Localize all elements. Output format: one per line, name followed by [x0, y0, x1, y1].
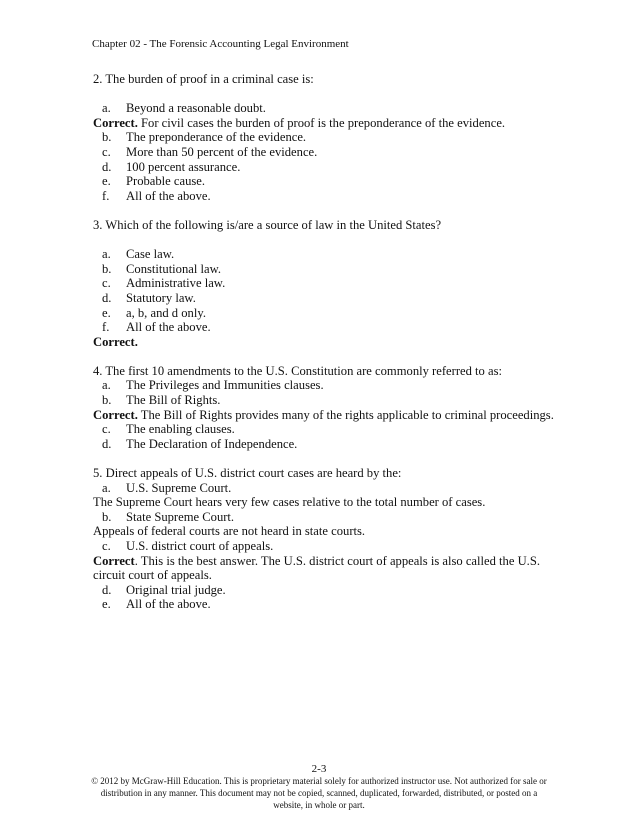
- answer-option: b. The Bill of Rights.: [102, 393, 221, 408]
- answer-option: a. Case law.: [102, 247, 175, 262]
- question-stem: 4. The first 10 amendments to the U.S. Constitution are commonly referred to as:: [93, 363, 502, 378]
- answer-option: a. U.S. Supreme Court.: [102, 480, 232, 495]
- answer-feedback: Appeals of federal courts are not heard in state courts.: [93, 524, 366, 539]
- answer-feedback: [93, 335, 563, 350]
- answer-option: b. The preponderance of the evidence.: [102, 130, 307, 145]
- answer-option: e. a, b, and d only.: [102, 305, 206, 320]
- answer-option: c. Administrative law.: [102, 276, 226, 291]
- answer-feedback: Correct. For civil cases the burden of proof is the preponderance of the evidence.: [93, 115, 506, 130]
- correct-label: Correct.: [93, 334, 138, 349]
- question-2: [93, 72, 563, 203]
- answer-option: d. The Declaration of Independence.: [102, 436, 298, 451]
- question-4: [93, 364, 563, 452]
- answer-option: d. Statutory law.: [102, 290, 196, 305]
- question-list: [93, 72, 563, 612]
- correct-label: Correct.: [93, 407, 138, 422]
- answer-option: d. 100 percent assurance.: [102, 159, 241, 174]
- answer-option: c. More than 50 percent of the evidence.: [102, 144, 318, 159]
- answer-feedback: Correct. This is the best answer. The U.S. district court of appeals is also called the U.S. circuit court of appeals.: [93, 553, 540, 583]
- correct-label: Correct.: [93, 115, 138, 130]
- question-stem: 5. Direct appeals of U.S. district court cases are heard by the:: [93, 466, 402, 481]
- question-stem: 2. The burden of proof in a criminal case is:: [93, 72, 314, 86]
- answer-option: b. Constitutional law.: [102, 261, 222, 276]
- answer-option: f. All of the above.: [102, 320, 211, 335]
- answer-option: c. U.S. district court of appeals.: [102, 539, 274, 553]
- answer-option: e. All of the above.: [102, 597, 211, 612]
- answer-option: b. State Supreme Court.: [102, 509, 235, 524]
- copyright-notice: © 2012 by McGraw-Hill Education. This is proprietary material solely for authorized instructor use. Not authorized for sale or distribution in any manner. This document may not be copied, scanned, duplicated, forwarded, distributed, or posted on a website, in whole or part.: [91, 776, 547, 810]
- answer-feedback: Correct. The Bill of Rights provides many of the rights applicable to criminal proceedings.: [93, 407, 554, 422]
- answer-option: e. Probable cause.: [102, 174, 206, 189]
- answer-option: a. The Privileges and Immunities clauses.: [102, 378, 324, 393]
- answer-option: c. The enabling clauses.: [102, 422, 235, 437]
- question-3: [93, 218, 563, 349]
- question-stem: 3. Which of the following is/are a source of law in the United States?: [93, 217, 442, 232]
- answer-option: f. All of the above.: [102, 188, 211, 203]
- page-number: 2-3: [311, 763, 327, 775]
- correct-label: Correct: [93, 553, 135, 568]
- page-header: Chapter 02 - The Forensic Accounting Legal Environment: [92, 38, 349, 50]
- answer-option: d. Original trial judge.: [102, 582, 226, 597]
- answer-option: a. Beyond a reasonable doubt.: [102, 101, 266, 116]
- answer-feedback: The Supreme Court hears very few cases relative to the total number of cases.: [93, 495, 486, 510]
- question-5: [93, 466, 563, 612]
